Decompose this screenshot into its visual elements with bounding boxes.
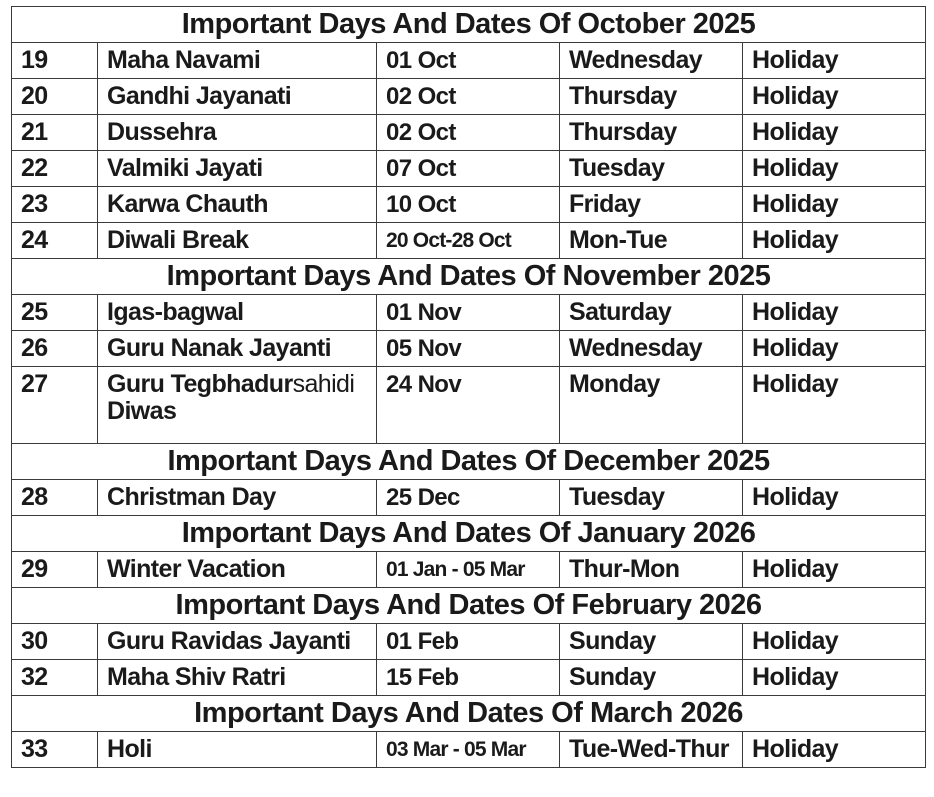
serial-number: 32 [12,660,98,696]
event-day: Tue-Wed-Thur [560,732,743,768]
event-status: Holiday [743,223,926,259]
event-name: Igas-bagwal [98,295,377,331]
serial-number: 30 [12,624,98,660]
serial-number: 26 [12,331,98,367]
section-title: Important Days And Dates Of February 2026 [12,588,926,624]
serial-number: 33 [12,732,98,768]
event-date: 02 Oct [377,79,560,115]
event-name: Dussehra [98,115,377,151]
event-name: Karwa Chauth [98,187,377,223]
event-status: Holiday [743,552,926,588]
event-status: Holiday [743,624,926,660]
event-status: Holiday [743,295,926,331]
event-date: 01 Jan - 05 Mar [377,552,560,588]
section-header-december-2025 [12,444,926,480]
table-row [12,43,926,79]
table-row [12,367,926,444]
table-row [12,732,926,768]
event-day: Tuesday [560,151,743,187]
event-date: 03 Mar - 05 Mar [377,732,560,768]
table-row [12,79,926,115]
section-header-january-2026 [12,516,926,552]
section-header-november-2025 [12,259,926,295]
section-title: Important Days And Dates Of March 2026 [12,696,926,732]
event-name [98,367,377,444]
table-row [12,331,926,367]
event-date: 15 Feb [377,660,560,696]
table-row [12,480,926,516]
section-title: Important Days And Dates Of December 2025 [12,444,926,480]
event-status: Holiday [743,331,926,367]
event-name: Diwali Break [98,223,377,259]
event-date: 10 Oct [377,187,560,223]
event-status: Holiday [743,660,926,696]
section-title: Important Days And Dates Of October 2025 [12,7,926,43]
serial-number: 23 [12,187,98,223]
event-name: Winter Vacation [98,552,377,588]
event-status: Holiday [743,43,926,79]
table-row [12,187,926,223]
event-name: Maha Navami [98,43,377,79]
event-status: Holiday [743,151,926,187]
table-row [12,295,926,331]
event-name: Gandhi Jayanati [98,79,377,115]
event-status: Holiday [743,480,926,516]
event-name: Holi [98,732,377,768]
event-day: Friday [560,187,743,223]
event-day: Saturday [560,295,743,331]
section-title: Important Days And Dates Of January 2026 [12,516,926,552]
table-row [12,115,926,151]
section-header-february-2026 [12,588,926,624]
event-date: 02 Oct [377,115,560,151]
event-date: 24 Nov [377,367,560,444]
event-name: Guru Nanak Jayanti [98,331,377,367]
holiday-document [11,6,925,768]
event-status: Holiday [743,732,926,768]
event-name: Guru Ravidas Jayanti [98,624,377,660]
table-row [12,552,926,588]
event-day: Sunday [560,660,743,696]
event-status: Holiday [743,79,926,115]
event-date: 01 Nov [377,295,560,331]
event-date: 20 Oct-28 Oct [377,223,560,259]
serial-number: 29 [12,552,98,588]
table-row [12,151,926,187]
event-name-suffix: sahidi [292,370,355,398]
table-row [12,624,926,660]
event-name: Christman Day [98,480,377,516]
event-date: 07 Oct [377,151,560,187]
event-name: Maha Shiv Ratri [98,660,377,696]
event-date: 01 Oct [377,43,560,79]
section-header-march-2026 [12,696,926,732]
section-header-october-2025 [12,7,926,43]
serial-number: 22 [12,151,98,187]
event-date: 25 Dec [377,480,560,516]
section-title: Important Days And Dates Of November 2025 [12,259,926,295]
event-day: Wednesday [560,331,743,367]
event-status: Holiday [743,367,926,444]
table-row [12,223,926,259]
serial-number: 28 [12,480,98,516]
serial-number: 19 [12,43,98,79]
serial-number: 20 [12,79,98,115]
event-name: Valmiki Jayati [98,151,377,187]
event-status: Holiday [743,115,926,151]
serial-number: 25 [12,295,98,331]
event-day: Sunday [560,624,743,660]
holiday-table [11,6,926,768]
event-status: Holiday [743,187,926,223]
event-date: 01 Feb [377,624,560,660]
serial-number: 24 [12,223,98,259]
event-day: Tuesday [560,480,743,516]
event-name-line2: Diwas [107,397,177,425]
event-day: Mon-Tue [560,223,743,259]
event-date: 05 Nov [377,331,560,367]
table-row [12,660,926,696]
serial-number: 21 [12,115,98,151]
event-day: Thur-Mon [560,552,743,588]
serial-number: 27 [12,367,98,444]
event-day: Thursday [560,115,743,151]
event-day: Thursday [560,79,743,115]
event-day: Monday [560,367,743,444]
event-name-main: Guru Tegbhadur [107,370,293,398]
event-day: Wednesday [560,43,743,79]
